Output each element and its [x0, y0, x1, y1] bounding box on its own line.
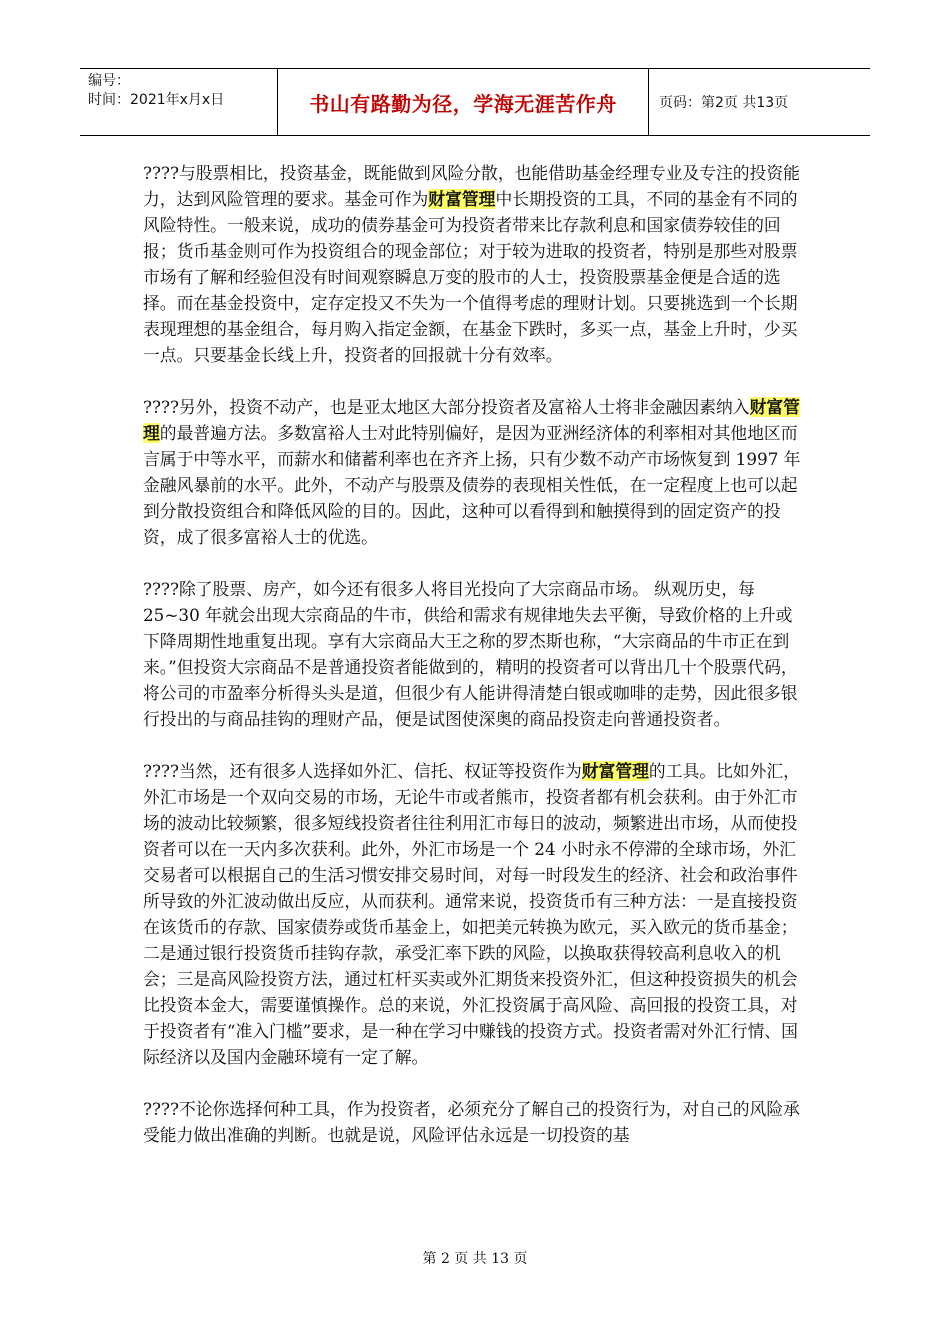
document-date: 时间：2021年x月x日 — [88, 92, 225, 108]
paragraph-1 — [143, 160, 808, 368]
page-footer: 第 2 页 共 13 页 — [422, 1251, 528, 1267]
paragraph-4 — [143, 758, 808, 1070]
paragraph-text: ????另外，投资不动产，也是亚太地区大部分投资者及富裕人士将非金融因素纳入 — [143, 397, 750, 417]
paragraph-text: ????与股票相比，投资基金，既能做到风险分散，也能借助基金经理专业及专注的投资能力，达到风险管理的要求。基金可作为 — [143, 163, 800, 209]
paragraph-5 — [143, 1096, 808, 1148]
paragraph-text: 的最普遍方法。多数富裕人士对此特别偏好，是因为亚洲经济体的利率相对其他地区而言属于中等水平，而薪水和储蓄利率也在齐齐上扬，只有少数不动产市场恢复到 1997 年金融风暴前的水平。此外，不动产与股票及债券的表现相关性低，在一定程度上也可以起到分散投资组合和降低风险的目的。因此，这种可以看得到和触摸得到的固定资产的投资，成了很多富裕人士的优选。 — [143, 423, 801, 547]
highlighted-keyword: 财富管理 — [581, 761, 649, 781]
header-page-info: 页码：第2页 共13页 — [659, 95, 789, 111]
highlighted-keyword: 财富管理 — [143, 397, 800, 443]
paragraph-3 — [143, 576, 808, 732]
paragraph-2 — [143, 394, 808, 550]
paragraph-text: ????当然，还有很多人选择如外汇、信托、权证等投资作为 — [143, 761, 582, 781]
highlighted-keyword: 财富管理 — [428, 189, 496, 209]
page-header — [80, 68, 870, 136]
header-meta — [80, 69, 278, 135]
paragraph-text: ????除了股票、房产，如今还有很多人将目光投向了大宗商品市场。 纵观历史，每 25~30 年就会出现大宗商品的牛市，供给和需求有规律地失去平衡，导致价格的上升或下降周期性地重复出现。享有大宗商品大王之称的罗杰斯也称，“大宗商品的牛市正在到来。”但投资大宗商品不是普通投资者能做到的，精明的投资者可以背出几十个股票代码，将公司的市盈率分析得头头是道，但很少有人能讲得清楚白银或咖啡的走势，因此很多银行投出的与商品挂钩的理财产品，便是试图使深奥的商品投资走向普通投资者。 — [143, 579, 798, 729]
paragraph-text: 中长期投资的工具，不同的基金有不同的风险特性。一般来说，成功的债券基金可为投资者带来比存款利息和国家债券较佳的回报；货币基金则可作为投资组合的现金部位；对于较为进取的投资者，特别是那些对股票市场有了解和经验但没有时间观察瞬息万变的股市的人士，投资股票基金便是合适的选择。而在基金投资中，定存定投又不失为一个值得考虑的理财计划。只要挑选到一个长期表现理想的基金组合，每月购入指定金额，在基金下跌时，多买一点，基金上升时，少买一点。只要基金长线上升，投资者的回报就十分有效率。 — [143, 189, 798, 365]
header-slogan: 书山有路勤为径，学海无涯苦作舟 — [278, 69, 649, 135]
paragraph-text: ????不论你选择何种工具，作为投资者，必须充分了解自己的投资行为，对自己的风险承受能力做出准确的判断。也就是说，风险评估永远是一切投资的基 — [143, 1099, 800, 1145]
document-number-label: 编号： — [88, 73, 130, 89]
paragraph-text: 的工具。比如外汇，外汇市场是一个双向交易的市场，无论牛市或者熊市，投资者都有机会获利。由于外汇市场的波动比较频繁，很多短线投资者往往利用汇市每日的波动，频繁进出市场，从而使投资者可以在一天内多次获利。此外，外汇市场是一个 24 小时永不停滞的全球市场，外汇交易者可以根据自己的生活习惯安排交易时间，对每一时段发生的经济、社会和政治事件所导致的外汇波动做出反应，从而获利。通常来说，投资货币有三种方法：一是直接投资在该货币的存款、国家债券或货币基金上，如把美元转换为欧元，买入欧元的货币基金；二是通过银行投资货币挂钩存款，承受汇率下跌的风险，以换取获得较高利息收入的机会；三是高风险投资方法，通过杠杆买卖或外汇期货来投资外汇，但这种投资损失的机会比投资本金大，需要谨慎操作。总的来说，外汇投资属于高风险、高回报的投资工具，对于投资者有“准入门槛”要求，是一种在学习中赚钱的投资方式。投资者需对外汇行情、国际经济以及国内金融环境有一定了解。 — [143, 761, 800, 1067]
document-body — [143, 160, 808, 1174]
